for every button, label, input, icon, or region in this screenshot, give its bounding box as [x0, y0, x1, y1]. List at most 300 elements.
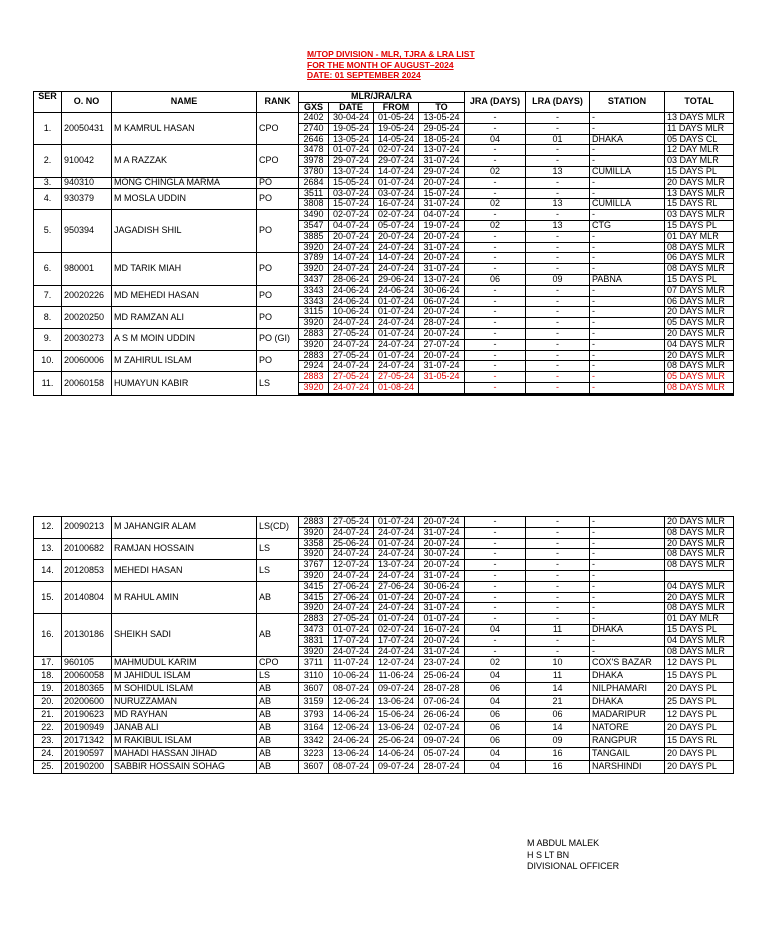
cell-from: 24-07-24: [374, 318, 419, 329]
cell-gxs: 3920: [299, 264, 329, 275]
cell-total: 08 DAYS MLR: [665, 549, 734, 560]
cell-date: 27-05-24: [329, 328, 374, 339]
cell-total: 20 DAYS PL: [665, 683, 734, 696]
cell-jra-days: 04: [465, 670, 526, 683]
cell-lra-days: 13: [526, 199, 590, 210]
cell-gxs: 3343: [299, 285, 329, 296]
cell-to: 04-07-24: [419, 210, 465, 221]
cell-lra-days: -: [526, 581, 590, 592]
cell-station: -: [590, 372, 665, 383]
cell-lra-days: -: [526, 242, 590, 253]
cell-name: MD RAMZAN ALI: [112, 307, 257, 329]
cell-from: 24-07-24: [374, 242, 419, 253]
cell-gxs: 3607: [299, 761, 329, 774]
cell-ser: 24.: [34, 748, 62, 761]
cell-ser: 2.: [34, 145, 62, 177]
cell-station: RANGPUR: [590, 735, 665, 748]
cell-station: CUMILLA: [590, 199, 665, 210]
cell-from: 27-05-24: [374, 372, 419, 383]
cell-total: 11 DAYS MLR: [665, 123, 734, 134]
cell-ser: 21.: [34, 709, 62, 722]
cell-gxs: 2883: [299, 328, 329, 339]
cell-jra-days: -: [465, 614, 526, 625]
cell-gxs: [299, 394, 329, 395]
cell-lra-days: 09: [526, 735, 590, 748]
cell-to: 20-07-24: [419, 231, 465, 242]
cell-station: -: [590, 570, 665, 581]
cell-date: 27-05-24: [329, 372, 374, 383]
cell-lra-days: 09: [526, 274, 590, 285]
cell-ser: 6.: [34, 253, 62, 285]
cell-lra-days: -: [526, 253, 590, 264]
cell-rank: PO: [257, 307, 299, 329]
cell-ser: 22.: [34, 722, 62, 735]
cell-from: 13-06-24: [374, 696, 419, 709]
cell-gxs: 3780: [299, 166, 329, 177]
cell-name: SHEIKH SADI: [112, 614, 257, 657]
cell-from: 24-06-24: [374, 285, 419, 296]
cell-lra-days: -: [526, 339, 590, 350]
cell-date: 20-07-24: [329, 231, 374, 242]
cell-jra-days: -: [465, 285, 526, 296]
cell-from: 13-06-24: [374, 722, 419, 735]
cell-rank: AB: [257, 581, 299, 613]
cell-lra-days: -: [526, 350, 590, 361]
cell-total: 04 DAYS MLR: [665, 581, 734, 592]
cell-gxs: 3885: [299, 231, 329, 242]
cell-lra-days: 14: [526, 683, 590, 696]
cell-station: -: [590, 145, 665, 156]
cell-station: -: [590, 538, 665, 549]
cell-to: 30-06-24: [419, 581, 465, 592]
cell-to: 05-07-24: [419, 748, 465, 761]
cell-total: 20 DAYS MLR: [665, 538, 734, 549]
cell-from: 15-06-24: [374, 709, 419, 722]
cell-jra-days: -: [465, 177, 526, 188]
cell-lra-days: -: [526, 123, 590, 134]
header-mlr-jra-lra: MLR/JRA/LRA: [299, 92, 465, 103]
cell-station: DHAKA: [590, 624, 665, 635]
cell-station: MADARIPUR: [590, 709, 665, 722]
cell-to: 16-07-24: [419, 624, 465, 635]
cell-jra-days: 06: [465, 722, 526, 735]
cell-station: -: [590, 581, 665, 592]
table-row: [34, 748, 734, 761]
table-row: [34, 517, 734, 528]
cell-to: 28-07-24: [419, 761, 465, 774]
cell-station: -: [590, 339, 665, 350]
cell-station: -: [590, 210, 665, 221]
cell-ono: 20190597: [62, 748, 112, 761]
cell-jra-days: 02: [465, 657, 526, 670]
cell-total: 06 DAYS MLR: [665, 253, 734, 264]
cell-date: 27-06-24: [329, 581, 374, 592]
cell-jra-days: -: [465, 372, 526, 383]
cell-jra-days: -: [465, 517, 526, 528]
cell-ser: 20.: [34, 696, 62, 709]
leave-table-page-2: [33, 516, 734, 774]
cell-lra-days: 11: [526, 670, 590, 683]
cell-jra-days: -: [465, 570, 526, 581]
cell-jra-days: 04: [465, 696, 526, 709]
cell-rank: PO (GI): [257, 328, 299, 350]
cell-jra-days: [465, 394, 526, 395]
cell-gxs: 3478: [299, 145, 329, 156]
cell-from: 14-07-24: [374, 253, 419, 264]
cell-station: DHAKA: [590, 670, 665, 683]
cell-rank: AB: [257, 709, 299, 722]
cell-total: 20 DAYS MLR: [665, 328, 734, 339]
cell-lra-days: [526, 394, 590, 395]
table-row: [34, 722, 734, 735]
cell-gxs: 3607: [299, 683, 329, 696]
cell-ser: 8.: [34, 307, 62, 329]
cell-lra-days: -: [526, 328, 590, 339]
cell-gxs: 3920: [299, 318, 329, 329]
cell-to: 20-07-24: [419, 177, 465, 188]
cell-jra-days: -: [465, 339, 526, 350]
cell-from: 09-07-24: [374, 683, 419, 696]
cell-name: MAHADI HASSAN JIHAD: [112, 748, 257, 761]
cell-to: 07-06-24: [419, 696, 465, 709]
cell-from: 02-07-24: [374, 210, 419, 221]
cell-total: 15 DAYS PL: [665, 624, 734, 635]
cell-to: 13-07-24: [419, 274, 465, 285]
cell-total: 08 DAYS MLR: [665, 242, 734, 253]
cell-lra-days: 21: [526, 696, 590, 709]
cell-date: 24-07-24: [329, 339, 374, 350]
cell-gxs: 3920: [299, 603, 329, 614]
cell-ono: 930379: [62, 188, 112, 210]
cell-station: [590, 394, 665, 395]
cell-to: 27-07-24: [419, 339, 465, 350]
cell-lra-days: 11: [526, 624, 590, 635]
cell-station: -: [590, 560, 665, 571]
cell-jra-days: -: [465, 210, 526, 221]
cell-lra-days: -: [526, 646, 590, 657]
cell-date: 24-07-24: [329, 527, 374, 538]
cell-station: CUMILLA: [590, 166, 665, 177]
cell-from: 29-07-24: [374, 156, 419, 167]
cell-to: 31-07-24: [419, 264, 465, 275]
cell-from: 24-07-24: [374, 361, 419, 372]
cell-total: 20 DAYS MLR: [665, 517, 734, 528]
cell-from: 19-05-24: [374, 123, 419, 134]
cell-total: 15 DAYS PL: [665, 274, 734, 285]
cell-name: M ZAHIRUL ISLAM: [112, 350, 257, 372]
cell-ser: 7.: [34, 285, 62, 307]
cell-total: 08 DAYS MLR: [665, 527, 734, 538]
cell-date: 12-07-24: [329, 560, 374, 571]
cell-date: 24-07-24: [329, 603, 374, 614]
cell-date: 10-06-24: [329, 307, 374, 318]
cell-jra-days: -: [465, 264, 526, 275]
cell-total: 06 DAYS MLR: [665, 296, 734, 307]
cell-lra-days: -: [526, 145, 590, 156]
cell-ser: 13.: [34, 538, 62, 560]
table-row: [34, 614, 734, 625]
cell-to: 31-07-24: [419, 199, 465, 210]
cell-total: 08 DAYS MLR: [665, 603, 734, 614]
cell-name: MD RAYHAN: [112, 709, 257, 722]
cell-to: [419, 382, 465, 393]
cell-rank: LS: [257, 372, 299, 396]
cell-name: M RAKIBUL ISLAM: [112, 735, 257, 748]
cell-jra-days: -: [465, 538, 526, 549]
cell-from: 01-07-24: [374, 592, 419, 603]
cell-lra-days: -: [526, 603, 590, 614]
cell-date: 19-05-24: [329, 123, 374, 134]
cell-total: 12 DAYS PL: [665, 709, 734, 722]
cell-gxs: 3415: [299, 592, 329, 603]
cell-rank: AB: [257, 722, 299, 735]
cell-from: 24-07-24: [374, 549, 419, 560]
cell-rank: CPO: [257, 113, 299, 145]
cell-date: [329, 394, 374, 395]
cell-ono: 20120853: [62, 560, 112, 582]
signature-block: [527, 838, 619, 873]
cell-station: -: [590, 123, 665, 134]
table-row: [34, 188, 734, 199]
header-date: DATE: [329, 103, 374, 113]
cell-ono: 20060006: [62, 350, 112, 372]
cell-to: 28-07-24: [419, 318, 465, 329]
cell-date: 17-07-24: [329, 635, 374, 646]
cell-lra-days: 14: [526, 722, 590, 735]
table-row: [34, 581, 734, 592]
cell-station: NATORE: [590, 722, 665, 735]
cell-station: -: [590, 592, 665, 603]
cell-station: PABNA: [590, 274, 665, 285]
cell-station: COX'S BAZAR: [590, 657, 665, 670]
cell-lra-days: -: [526, 210, 590, 221]
cell-name: M SOHIDUL ISLAM: [112, 683, 257, 696]
table-row: [34, 350, 734, 361]
cell-total: 20 DAYS MLR: [665, 307, 734, 318]
cell-gxs: 3920: [299, 570, 329, 581]
cell-gxs: 3511: [299, 188, 329, 199]
cell-gxs: 2740: [299, 123, 329, 134]
cell-date: 24-07-24: [329, 361, 374, 372]
cell-gxs: 3547: [299, 220, 329, 231]
cell-date: 24-06-24: [329, 285, 374, 296]
cell-lra-days: 13: [526, 166, 590, 177]
header-to: TO: [419, 103, 465, 113]
cell-name: A S M MOIN UDDIN: [112, 328, 257, 350]
cell-ono: 20190623: [62, 709, 112, 722]
cell-from: 24-07-24: [374, 527, 419, 538]
cell-to: 06-07-24: [419, 296, 465, 307]
cell-from: 14-06-24: [374, 748, 419, 761]
cell-jra-days: -: [465, 242, 526, 253]
cell-lra-days: 13: [526, 220, 590, 231]
cell-jra-days: 04: [465, 748, 526, 761]
cell-name: M KAMRUL HASAN: [112, 113, 257, 145]
cell-jra-days: 06: [465, 709, 526, 722]
cell-total: 08 DAYS MLR: [665, 361, 734, 372]
table-row: [34, 670, 734, 683]
cell-from: 01-08-24: [374, 382, 419, 393]
table-row: [34, 328, 734, 339]
title-line-3: DATE: 01 SEPTEMBER 2024: [307, 70, 421, 80]
cell-gxs: 3223: [299, 748, 329, 761]
cell-gxs: 3437: [299, 274, 329, 285]
cell-total: 15 DAYS PL: [665, 670, 734, 683]
cell-station: DHAKA: [590, 696, 665, 709]
cell-to: [419, 394, 465, 395]
cell-name: JAGADISH SHIL: [112, 210, 257, 253]
cell-name: MONG CHINGLA MARMA: [112, 177, 257, 188]
title-line-1: M/TOP DIVISION - MLR, TJRA & LRA LIST: [307, 49, 475, 59]
cell-to: 18-05-24: [419, 134, 465, 145]
cell-gxs: 2883: [299, 517, 329, 528]
cell-from: 01-05-24: [374, 113, 419, 124]
cell-name: M A RAZZAK: [112, 145, 257, 177]
cell-to: 02-07-24: [419, 722, 465, 735]
cell-date: 27-06-24: [329, 592, 374, 603]
cell-name: M MOSLA UDDIN: [112, 188, 257, 210]
cell-station: CTG: [590, 220, 665, 231]
cell-rank: AB: [257, 683, 299, 696]
cell-rank: LS(CD): [257, 517, 299, 539]
header-ono: O. NO: [62, 92, 112, 113]
cell-gxs: 2924: [299, 361, 329, 372]
cell-jra-days: -: [465, 296, 526, 307]
cell-ser: 17.: [34, 657, 62, 670]
cell-from: 01-07-24: [374, 538, 419, 549]
cell-name: RAMJAN HOSSAIN: [112, 538, 257, 560]
cell-total: 13 DAYS MLR: [665, 113, 734, 124]
cell-gxs: 2883: [299, 350, 329, 361]
cell-total: 20 DAYS PL: [665, 761, 734, 774]
cell-lra-days: -: [526, 361, 590, 372]
table-row: [34, 307, 734, 318]
cell-total: 15 DAYS RL: [665, 735, 734, 748]
cell-to: 25-06-24: [419, 670, 465, 683]
cell-total: 05 DAYS CL: [665, 134, 734, 145]
cell-lra-days: -: [526, 635, 590, 646]
cell-from: 09-07-24: [374, 761, 419, 774]
cell-to: 20-07-24: [419, 538, 465, 549]
header-rank: RANK: [257, 92, 299, 113]
cell-ser: 15.: [34, 581, 62, 613]
table-row: [34, 177, 734, 188]
cell-total: 05 DAYS MLR: [665, 372, 734, 383]
cell-date: 24-07-24: [329, 646, 374, 657]
cell-jra-days: -: [465, 307, 526, 318]
cell-total: 05 DAYS MLR: [665, 318, 734, 329]
cell-to: 20-07-24: [419, 592, 465, 603]
cell-rank: AB: [257, 748, 299, 761]
cell-jra-days: -: [465, 646, 526, 657]
cell-from: 25-06-24: [374, 735, 419, 748]
document-title: [307, 49, 475, 81]
cell-jra-days: -: [465, 560, 526, 571]
cell-ser: 14.: [34, 560, 62, 582]
cell-ser: 18.: [34, 670, 62, 683]
cell-lra-days: 16: [526, 748, 590, 761]
cell-lra-days: -: [526, 156, 590, 167]
cell-to: 20-07-24: [419, 350, 465, 361]
cell-to: 20-07-24: [419, 635, 465, 646]
cell-from: 24-07-24: [374, 603, 419, 614]
cell-jra-days: -: [465, 581, 526, 592]
cell-from: 01-07-24: [374, 296, 419, 307]
cell-to: 30-07-24: [419, 549, 465, 560]
cell-station: DHAKA: [590, 134, 665, 145]
cell-jra-days: 02: [465, 166, 526, 177]
cell-total: 04 DAYS MLR: [665, 339, 734, 350]
cell-jra-days: -: [465, 253, 526, 264]
cell-gxs: 3115: [299, 307, 329, 318]
cell-to: 09-07-24: [419, 735, 465, 748]
cell-gxs: 3767: [299, 560, 329, 571]
cell-name: MD MEHEDI HASAN: [112, 285, 257, 307]
cell-total: 15 DAYS PL: [665, 220, 734, 231]
cell-gxs: 2684: [299, 177, 329, 188]
cell-date: 24-06-24: [329, 296, 374, 307]
cell-from: 02-07-24: [374, 145, 419, 156]
cell-date: 24-07-24: [329, 549, 374, 560]
table-row: [34, 657, 734, 670]
cell-from: 14-07-24: [374, 166, 419, 177]
cell-jra-days: -: [465, 382, 526, 393]
cell-date: 25-06-24: [329, 538, 374, 549]
cell-lra-days: -: [526, 527, 590, 538]
cell-station: -: [590, 382, 665, 393]
header-from: FROM: [374, 103, 419, 113]
cell-date: 14-06-24: [329, 709, 374, 722]
cell-gxs: 3789: [299, 253, 329, 264]
cell-ser: 12.: [34, 517, 62, 539]
cell-date: 24-07-24: [329, 242, 374, 253]
cell-date: 08-07-24: [329, 761, 374, 774]
cell-from: 24-07-24: [374, 570, 419, 581]
cell-lra-days: -: [526, 188, 590, 199]
header-lra-days: LRA (DAYS): [526, 92, 590, 113]
table-row: [34, 560, 734, 571]
cell-lra-days: -: [526, 264, 590, 275]
cell-rank: PO: [257, 285, 299, 307]
cell-station: -: [590, 242, 665, 253]
cell-station: -: [590, 646, 665, 657]
cell-station: -: [590, 361, 665, 372]
cell-station: -: [590, 603, 665, 614]
cell-total: 12 DAY MLR: [665, 145, 734, 156]
cell-jra-days: -: [465, 592, 526, 603]
cell-gxs: 3920: [299, 242, 329, 253]
cell-name: JANAB ALI: [112, 722, 257, 735]
cell-ono: 20060058: [62, 670, 112, 683]
cell-gxs: 3358: [299, 538, 329, 549]
cell-date: 03-07-24: [329, 188, 374, 199]
leave-table-page-1: [33, 91, 734, 396]
cell-to: 20-07-24: [419, 253, 465, 264]
cell-to: 29-05-24: [419, 123, 465, 134]
cell-total: 20 DAYS MLR: [665, 592, 734, 603]
cell-rank: AB: [257, 696, 299, 709]
cell-station: -: [590, 296, 665, 307]
cell-from: 12-07-24: [374, 657, 419, 670]
cell-to: 31-07-24: [419, 646, 465, 657]
cell-from: 01-07-24: [374, 517, 419, 528]
cell-rank: AB: [257, 761, 299, 774]
cell-total: 13 DAYS MLR: [665, 188, 734, 199]
cell-lra-days: -: [526, 113, 590, 124]
cell-name: MD TARIK MIAH: [112, 253, 257, 285]
cell-total: 12 DAYS PL: [665, 657, 734, 670]
table-row: [34, 709, 734, 722]
